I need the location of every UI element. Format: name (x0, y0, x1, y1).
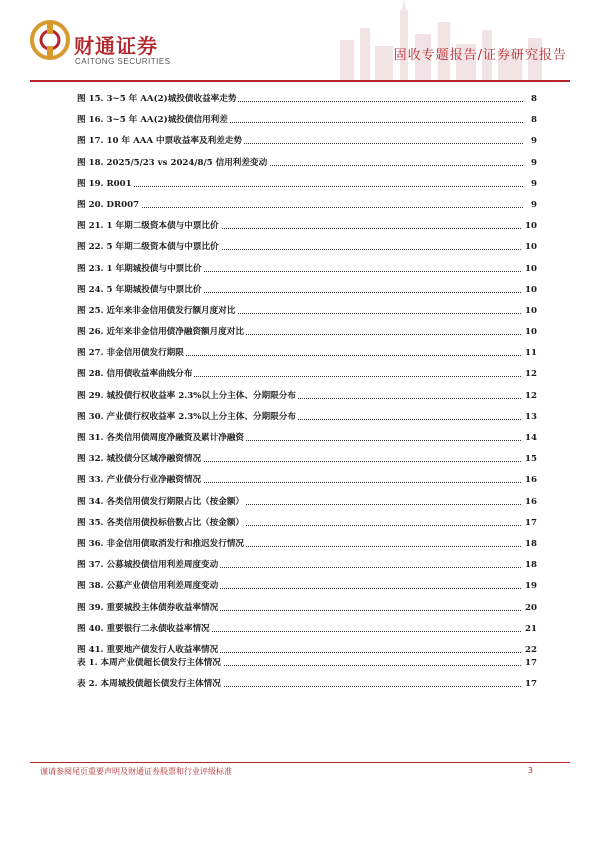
figure-page-number: 9 (528, 135, 537, 147)
figure-title: 图 20. DR007 (77, 199, 140, 210)
figure-title: 图 32. 城投债分区域净融资情况 (77, 454, 202, 465)
figure-title: 图 25. 近年来非金信用债发行额月度对比 (77, 305, 236, 316)
figure-page-number: 10 (522, 220, 537, 232)
figure-page-number: 10 (522, 305, 537, 317)
figure-title: 图 26. 近年来非金信用债净融资额月度对比 (77, 327, 245, 338)
table-entry[interactable] (77, 678, 537, 699)
figure-title: 图 22. 5 年期二级资本债与中票比价 (77, 242, 219, 253)
figure-page-number: 10 (522, 241, 537, 253)
page-header (0, 0, 595, 80)
figure-entry[interactable] (77, 135, 537, 156)
table-title: 表 1. 本周产业债超长债发行主体情况 (77, 658, 221, 668)
table-page-number: 17 (522, 657, 537, 669)
footer-disclaimer: 谨请参阅尾页重要声明及财通证券股票和行业评级标准 (40, 767, 232, 776)
table-entry[interactable] (77, 657, 537, 678)
figure-page-number: 12 (522, 390, 537, 402)
figure-entry[interactable] (77, 368, 537, 389)
figure-page-number: 10 (522, 284, 537, 296)
figure-entry[interactable] (77, 157, 537, 178)
figure-entry[interactable] (77, 602, 537, 623)
figure-page-number: 20 (522, 602, 537, 614)
figure-page-number: 11 (522, 347, 537, 359)
figure-page-number: 14 (522, 432, 537, 444)
figure-page-number: 17 (522, 517, 537, 529)
figure-entry[interactable] (77, 241, 537, 262)
report-type-title: 固收专题报告/证券研究报告 (393, 48, 567, 63)
figure-title: 图 17. 10 年 AAA 中票收益率及利差走势 (77, 136, 242, 147)
figure-entry[interactable] (77, 199, 537, 220)
figure-title: 图 34. 各类信用债发行期限占比（按金额） (77, 496, 245, 507)
figure-entry[interactable] (77, 93, 537, 114)
figure-page-number: 18 (522, 559, 537, 571)
figure-title: 图 23. 1 年期城投债与中票比价 (77, 263, 202, 274)
table-list (77, 657, 537, 699)
table-title: 表 2. 本周城投债超长债发行主体情况 (77, 679, 221, 690)
figure-title: 图 41. 重要地产债发行人收益率情况 (77, 644, 219, 655)
figure-title: 图 39. 重要城投主体债券收益率情况 (77, 602, 219, 613)
figure-title: 图 33. 产业债分行业净融资情况 (77, 475, 202, 486)
figure-entry[interactable] (77, 517, 537, 538)
footer-divider (30, 762, 570, 763)
figure-page-number: 16 (522, 474, 537, 486)
figure-page-number: 19 (522, 580, 537, 592)
figure-page-number: 12 (522, 368, 537, 380)
page-number: 3 (527, 766, 533, 775)
figure-entry[interactable] (77, 390, 537, 411)
figure-entry[interactable] (77, 623, 537, 644)
figure-title: 图 19. R001 (77, 178, 132, 189)
figure-entry[interactable] (77, 496, 537, 517)
figure-title: 图 16. 3~5 年 AA(2)城投债信用利差 (77, 115, 228, 126)
figure-page-number: 21 (522, 623, 537, 635)
figure-page-number: 9 (528, 157, 537, 169)
figure-page-number: 13 (522, 411, 537, 423)
figure-title: 图 29. 城投债行权收益率 2.3%以上分主体、分期限分布 (77, 390, 296, 401)
figure-page-number: 18 (522, 538, 537, 550)
figure-page-number: 16 (522, 496, 537, 508)
figure-page-number: 8 (528, 114, 537, 126)
figure-title: 图 24. 5 年期城投债与中票比价 (77, 284, 202, 295)
figure-title: 图 15. 3~5 年 AA(2)城投债收益率走势 (77, 94, 237, 104)
logo-english-name: CAITONG SECURITIES (75, 57, 171, 66)
figure-page-number: 9 (528, 199, 537, 211)
table-page-number: 17 (522, 678, 537, 690)
figure-entry[interactable] (77, 178, 537, 199)
figure-title: 图 27. 非金信用债发行期限 (77, 348, 184, 359)
figure-title: 图 21. 1 年期二级资本债与中票比价 (77, 221, 219, 232)
figure-title: 图 30. 产业债行权收益率 2.3%以上分主体、分期限分布 (77, 411, 296, 422)
figure-entry[interactable] (77, 580, 537, 601)
figure-entry[interactable] (77, 284, 537, 305)
figure-entry[interactable] (77, 347, 537, 368)
figure-entry[interactable] (77, 326, 537, 347)
figure-title: 图 36. 非金信用债取消发行和推迟发行情况 (77, 538, 245, 549)
city-skyline-decoration (280, 0, 595, 80)
figure-page-number: 22 (522, 644, 537, 656)
leader-dots (77, 207, 523, 208)
figure-title: 图 38. 公募产业债信用利差周度变动 (77, 581, 219, 592)
figure-entry[interactable] (77, 114, 537, 135)
figure-entry[interactable] (77, 453, 537, 474)
figure-title: 图 18. 2025/5/23 vs 2024/8/5 信用利差变动 (77, 157, 268, 168)
figure-title: 图 28. 信用债收益率曲线分布 (77, 369, 193, 380)
figure-entry[interactable] (77, 538, 537, 559)
figure-entry[interactable] (77, 305, 537, 326)
figure-entry[interactable] (77, 559, 537, 580)
figure-title: 图 31. 各类信用债周度净融资及累计净融资 (77, 433, 245, 443)
logo-chinese-name: 财通证券 (74, 34, 158, 58)
leader-dots (77, 186, 523, 187)
figure-entry[interactable] (77, 474, 537, 495)
header-divider (30, 80, 570, 82)
figure-page-number: 10 (522, 263, 537, 275)
figure-page-number: 10 (522, 326, 537, 338)
figure-title: 图 35. 各类信用债投标倍数占比（按金额） (77, 517, 245, 528)
figure-entry[interactable] (77, 220, 537, 241)
figure-page-number: 15 (522, 453, 537, 465)
figure-page-number: 8 (528, 93, 537, 105)
figure-entry[interactable] (77, 411, 537, 432)
caitong-logo-icon (30, 20, 70, 60)
figure-list (77, 93, 537, 665)
figure-entry[interactable] (77, 432, 537, 453)
figure-title: 图 37. 公募城投债信用利差周度变动 (77, 560, 219, 571)
figure-entry[interactable] (77, 263, 537, 284)
figure-title: 图 40. 重要银行二永债收益率情况 (77, 623, 210, 634)
figure-page-number: 9 (528, 178, 537, 190)
